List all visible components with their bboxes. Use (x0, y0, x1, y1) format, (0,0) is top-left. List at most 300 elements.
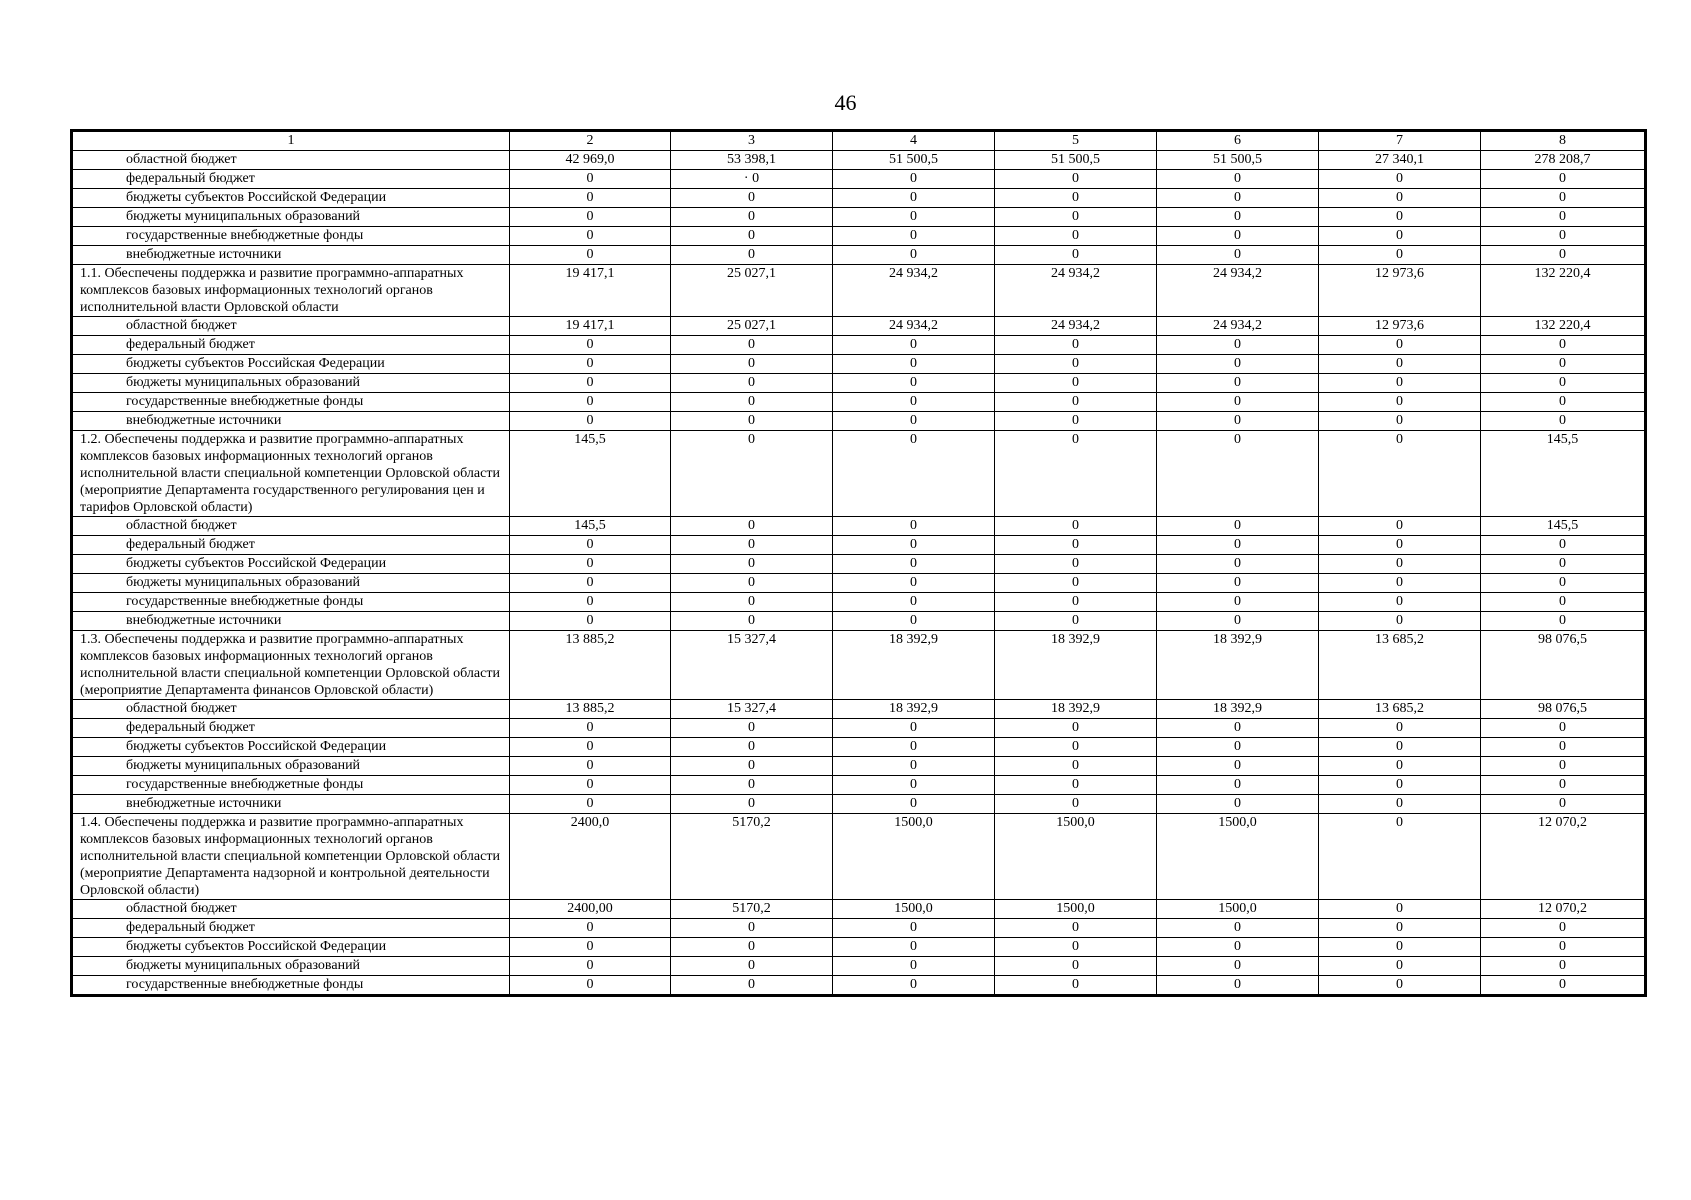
value-cell: 0 (995, 593, 1157, 612)
value-cell: 53 398,1 (671, 151, 833, 170)
value-cell: 0 (510, 612, 671, 631)
value-cell: 0 (1481, 393, 1645, 412)
value-cell: 24 934,2 (833, 265, 995, 317)
table-row (73, 336, 1645, 355)
value-cell: 0 (833, 208, 995, 227)
value-cell: 18 392,9 (1157, 631, 1319, 700)
value-cell: 0 (1157, 938, 1319, 957)
value-cell: 0 (1157, 412, 1319, 431)
value-cell: 1500,0 (995, 814, 1157, 900)
table-row (73, 574, 1645, 593)
value-cell: 0 (671, 757, 833, 776)
value-cell: 0 (510, 170, 671, 189)
row-label: бюджеты муниципальных образований (73, 374, 510, 393)
value-cell: 0 (1319, 208, 1481, 227)
value-cell: 0 (833, 431, 995, 517)
table-row (73, 719, 1645, 738)
value-cell: 24 934,2 (995, 265, 1157, 317)
value-cell: 0 (1319, 412, 1481, 431)
value-cell: 0 (1157, 795, 1319, 814)
value-cell: 0 (833, 938, 995, 957)
value-cell: 0 (833, 189, 995, 208)
value-cell: 0 (1319, 246, 1481, 265)
table-row (73, 919, 1645, 938)
table-row (73, 976, 1645, 995)
value-cell: 0 (1481, 412, 1645, 431)
row-label: бюджеты субъектов Российская Федерации (73, 355, 510, 374)
value-cell: 0 (671, 412, 833, 431)
value-cell: 12 070,2 (1481, 900, 1645, 919)
value-cell: 0 (995, 976, 1157, 995)
table-row (73, 208, 1645, 227)
value-cell: 0 (1481, 536, 1645, 555)
value-cell: 0 (1481, 976, 1645, 995)
value-cell: 0 (671, 574, 833, 593)
value-cell: 0 (671, 431, 833, 517)
value-cell: 0 (1481, 938, 1645, 957)
table-row (73, 151, 1645, 170)
value-cell: 0 (995, 919, 1157, 938)
section-row (73, 631, 1645, 700)
value-cell: 0 (1319, 957, 1481, 976)
value-cell: 0 (671, 738, 833, 757)
value-cell: 0 (1481, 208, 1645, 227)
value-cell: 1500,0 (833, 814, 995, 900)
value-cell: 0 (1157, 189, 1319, 208)
value-cell: 0 (833, 536, 995, 555)
value-cell: 0 (833, 957, 995, 976)
value-cell: 0 (1157, 431, 1319, 517)
value-cell: 5170,2 (671, 814, 833, 900)
value-cell: 0 (1319, 536, 1481, 555)
value-cell: 0 (1319, 719, 1481, 738)
value-cell: 0 (1481, 336, 1645, 355)
value-cell: 0 (1157, 536, 1319, 555)
value-cell: 145,5 (1481, 431, 1645, 517)
table-row (73, 612, 1645, 631)
value-cell: 0 (671, 227, 833, 246)
value-cell: 0 (1319, 374, 1481, 393)
value-cell: 0 (833, 227, 995, 246)
row-label: бюджеты муниципальных образований (73, 957, 510, 976)
value-cell: 0 (510, 919, 671, 938)
value-cell: 0 (1481, 574, 1645, 593)
value-cell: 18 392,9 (833, 631, 995, 700)
table-row (73, 776, 1645, 795)
value-cell: 0 (510, 336, 671, 355)
value-cell: 0 (671, 393, 833, 412)
value-cell: 0 (1319, 612, 1481, 631)
header-cell: 6 (1157, 132, 1319, 151)
header-row (73, 132, 1645, 151)
table-row (73, 355, 1645, 374)
value-cell: 0 (1481, 795, 1645, 814)
row-label: бюджеты субъектов Российской Федерации (73, 555, 510, 574)
value-cell: 0 (1319, 593, 1481, 612)
value-cell: 0 (1157, 246, 1319, 265)
value-cell: 0 (833, 795, 995, 814)
value-cell: 12 973,6 (1319, 317, 1481, 336)
row-label: бюджеты муниципальных образований (73, 757, 510, 776)
value-cell: 0 (1319, 517, 1481, 536)
table-row (73, 227, 1645, 246)
value-cell: 0 (995, 393, 1157, 412)
section-row (73, 814, 1645, 900)
row-label: бюджеты муниципальных образований (73, 208, 510, 227)
table-row (73, 170, 1645, 189)
value-cell: 0 (833, 719, 995, 738)
value-cell: 0 (671, 976, 833, 995)
value-cell: 0 (671, 593, 833, 612)
value-cell: 0 (1319, 795, 1481, 814)
value-cell: 278 208,7 (1481, 151, 1645, 170)
table-row (73, 938, 1645, 957)
value-cell: 0 (995, 431, 1157, 517)
value-cell: 0 (995, 757, 1157, 776)
value-cell: 1500,0 (995, 900, 1157, 919)
table-row (73, 900, 1645, 919)
row-label: областной бюджет (73, 317, 510, 336)
value-cell: 0 (1319, 757, 1481, 776)
row-label: государственные внебюджетные фонды (73, 776, 510, 795)
value-cell: 0 (1157, 170, 1319, 189)
value-cell: 0 (1481, 593, 1645, 612)
value-cell: 98 076,5 (1481, 700, 1645, 719)
value-cell: 18 392,9 (1157, 700, 1319, 719)
value-cell: 0 (995, 412, 1157, 431)
table-row (73, 393, 1645, 412)
value-cell: 0 (1319, 919, 1481, 938)
table-row (73, 738, 1645, 757)
value-cell: 0 (995, 517, 1157, 536)
value-cell: 0 (1319, 776, 1481, 795)
value-cell: 0 (1157, 776, 1319, 795)
value-cell: 19 417,1 (510, 317, 671, 336)
value-cell: 0 (1157, 957, 1319, 976)
value-cell: 1500,0 (1157, 900, 1319, 919)
value-cell: 0 (510, 208, 671, 227)
row-label: областной бюджет (73, 517, 510, 536)
value-cell: 0 (995, 170, 1157, 189)
value-cell: 0 (1157, 593, 1319, 612)
value-cell: 0 (1481, 189, 1645, 208)
value-cell: 19 417,1 (510, 265, 671, 317)
value-cell: 0 (1319, 170, 1481, 189)
row-label: областной бюджет (73, 900, 510, 919)
value-cell: 0 (510, 227, 671, 246)
value-cell: 0 (1481, 170, 1645, 189)
value-cell: 18 392,9 (995, 700, 1157, 719)
value-cell: 0 (510, 536, 671, 555)
value-cell: 24 934,2 (833, 317, 995, 336)
value-cell: 2400,0 (510, 814, 671, 900)
value-cell: 0 (833, 555, 995, 574)
row-label: государственные внебюджетные фонды (73, 976, 510, 995)
table-row (73, 189, 1645, 208)
value-cell: 0 (1157, 374, 1319, 393)
value-cell: 0 (1481, 738, 1645, 757)
value-cell: 145,5 (510, 431, 671, 517)
value-cell: 0 (995, 738, 1157, 757)
value-cell: 0 (995, 189, 1157, 208)
value-cell: 51 500,5 (1157, 151, 1319, 170)
table-row (73, 374, 1645, 393)
value-cell: 0 (1157, 574, 1319, 593)
value-cell: 0 (995, 246, 1157, 265)
section-label: 1.4. Обеспечены поддержка и развитие программно-аппаратных комплексов базовых информационных технологий органов исполнительной власти специальной компетенции Орловской области (мероприятие Департамента надзорной и контрольной деятельности Орловской области) (73, 814, 510, 900)
value-cell: 0 (1481, 612, 1645, 631)
row-label: внебюджетные источники (73, 612, 510, 631)
value-cell: 0 (995, 938, 1157, 957)
value-cell: 0 (510, 246, 671, 265)
value-cell: 0 (510, 574, 671, 593)
value-cell: 0 (1481, 719, 1645, 738)
value-cell: 5170,2 (671, 900, 833, 919)
header-cell: 8 (1481, 132, 1645, 151)
value-cell: 0 (995, 374, 1157, 393)
value-cell: 0 (510, 957, 671, 976)
value-cell: 0 (510, 393, 671, 412)
table-row (73, 957, 1645, 976)
value-cell: 0 (833, 336, 995, 355)
value-cell: 0 (510, 355, 671, 374)
value-cell: 0 (671, 374, 833, 393)
value-cell: 0 (1157, 393, 1319, 412)
value-cell: 0 (995, 336, 1157, 355)
section-label: 1.2. Обеспечены поддержка и развитие программно-аппаратных комплексов базовых информационных технологий органов исполнительной власти специальной компетенции Орловской области (мероприятие Департамента государственного регулирования цен и тарифов Орловской области) (73, 431, 510, 517)
value-cell: 0 (995, 776, 1157, 795)
value-cell: 0 (1481, 246, 1645, 265)
row-label: государственные внебюджетные фонды (73, 227, 510, 246)
value-cell: 0 (1319, 574, 1481, 593)
value-cell: 0 (510, 719, 671, 738)
value-cell: 0 (1319, 227, 1481, 246)
value-cell: 0 (995, 227, 1157, 246)
value-cell: 0 (1481, 776, 1645, 795)
table-row (73, 536, 1645, 555)
row-label: бюджеты субъектов Российской Федерации (73, 938, 510, 957)
value-cell: 0 (833, 393, 995, 412)
value-cell: 0 (1319, 900, 1481, 919)
value-cell: 0 (1319, 393, 1481, 412)
value-cell: 0 (833, 246, 995, 265)
value-cell: 13 885,2 (510, 700, 671, 719)
value-cell: 0 (671, 336, 833, 355)
value-cell: 0 (671, 517, 833, 536)
table-row (73, 795, 1645, 814)
value-cell: 0 (1157, 208, 1319, 227)
table-row (73, 593, 1645, 612)
value-cell: 0 (1157, 336, 1319, 355)
table-row (73, 317, 1645, 336)
value-cell: 0 (671, 795, 833, 814)
value-cell: 0 (510, 412, 671, 431)
value-cell: 42 969,0 (510, 151, 671, 170)
value-cell: 0 (671, 938, 833, 957)
value-cell: 0 (1481, 957, 1645, 976)
value-cell: 18 392,9 (995, 631, 1157, 700)
value-cell: 0 (833, 976, 995, 995)
value-cell: 12 973,6 (1319, 265, 1481, 317)
value-cell: 24 934,2 (1157, 265, 1319, 317)
row-label: внебюджетные источники (73, 412, 510, 431)
value-cell: 0 (1319, 738, 1481, 757)
value-cell: 0 (1157, 757, 1319, 776)
table-row (73, 246, 1645, 265)
value-cell: 0 (1481, 227, 1645, 246)
value-cell: 0 (995, 355, 1157, 374)
header-cell: 3 (671, 132, 833, 151)
value-cell: 0 (833, 919, 995, 938)
value-cell: 0 (671, 957, 833, 976)
table-row (73, 700, 1645, 719)
value-cell: 0 (1481, 757, 1645, 776)
value-cell: 13 685,2 (1319, 631, 1481, 700)
value-cell: 145,5 (510, 517, 671, 536)
value-cell: 0 (833, 574, 995, 593)
value-cell: 24 934,2 (1157, 317, 1319, 336)
header-cell: 1 (73, 132, 510, 151)
value-cell: 0 (1319, 976, 1481, 995)
header-cell: 5 (995, 132, 1157, 151)
value-cell: 0 (1481, 355, 1645, 374)
value-cell: 145,5 (1481, 517, 1645, 536)
value-cell: 0 (671, 776, 833, 795)
value-cell: 0 (995, 536, 1157, 555)
value-cell: 12 070,2 (1481, 814, 1645, 900)
header-cell: 7 (1319, 132, 1481, 151)
value-cell: 0 (510, 976, 671, 995)
value-cell: 51 500,5 (995, 151, 1157, 170)
row-label: внебюджетные источники (73, 246, 510, 265)
value-cell: 0 (510, 189, 671, 208)
value-cell: 0 (1319, 814, 1481, 900)
row-label: федеральный бюджет (73, 919, 510, 938)
table-row (73, 412, 1645, 431)
section-label: 1.1. Обеспечены поддержка и развитие программно-аппаратных комплексов базовых информационных технологий органов исполнительной власти Орловской области (73, 265, 510, 317)
row-label: федеральный бюджет (73, 336, 510, 355)
value-cell: 0 (833, 757, 995, 776)
value-cell: 0 (1319, 938, 1481, 957)
row-label: федеральный бюджет (73, 536, 510, 555)
value-cell: 0 (671, 719, 833, 738)
section-label: 1.3. Обеспечены поддержка и развитие программно-аппаратных комплексов базовых информационных технологий органов исполнительной власти специальной компетенции Орловской области (мероприятие Департамента финансов Орловской области) (73, 631, 510, 700)
value-cell: 0 (1319, 355, 1481, 374)
value-cell: 0 (1157, 355, 1319, 374)
value-cell: 0 (833, 374, 995, 393)
value-cell: 0 (1481, 374, 1645, 393)
budget-table (72, 131, 1645, 995)
value-cell: 0 (833, 738, 995, 757)
value-cell: 0 (510, 593, 671, 612)
row-label: бюджеты субъектов Российской Федерации (73, 189, 510, 208)
value-cell: 1500,0 (1157, 814, 1319, 900)
value-cell: 0 (671, 612, 833, 631)
value-cell: 132 220,4 (1481, 265, 1645, 317)
row-label: областной бюджет (73, 151, 510, 170)
table-row (73, 757, 1645, 776)
value-cell: 0 (671, 555, 833, 574)
value-cell: 0 (1157, 738, 1319, 757)
table-body (73, 151, 1645, 995)
value-cell: 27 340,1 (1319, 151, 1481, 170)
value-cell: 0 (995, 555, 1157, 574)
header-cell: 2 (510, 132, 671, 151)
row-label: государственные внебюджетные фонды (73, 593, 510, 612)
value-cell: 18 392,9 (833, 700, 995, 719)
value-cell: 0 (671, 189, 833, 208)
row-label: областной бюджет (73, 700, 510, 719)
row-label: федеральный бюджет (73, 170, 510, 189)
value-cell: 0 (1157, 612, 1319, 631)
section-row (73, 431, 1645, 517)
value-cell: 0 (995, 957, 1157, 976)
row-label: бюджеты субъектов Российской Федерации (73, 738, 510, 757)
value-cell: 0 (995, 719, 1157, 738)
value-cell: 0 (510, 776, 671, 795)
value-cell: 0 (510, 555, 671, 574)
value-cell: 0 (671, 246, 833, 265)
value-cell: 0 (1319, 189, 1481, 208)
value-cell: 24 934,2 (995, 317, 1157, 336)
value-cell: 0 (510, 795, 671, 814)
value-cell: 0 (1157, 719, 1319, 738)
value-cell: 0 (671, 919, 833, 938)
value-cell: 0 (1157, 976, 1319, 995)
value-cell: 0 (1157, 919, 1319, 938)
value-cell: 25 027,1 (671, 317, 833, 336)
value-cell: 13 685,2 (1319, 700, 1481, 719)
value-cell: 0 (995, 208, 1157, 227)
row-label: государственные внебюджетные фонды (73, 393, 510, 412)
value-cell: · 0 (671, 170, 833, 189)
value-cell: 0 (833, 517, 995, 536)
table-row (73, 555, 1645, 574)
value-cell: 0 (833, 355, 995, 374)
value-cell: 0 (833, 612, 995, 631)
value-cell: 0 (833, 593, 995, 612)
value-cell: 15 327,4 (671, 700, 833, 719)
value-cell: 13 885,2 (510, 631, 671, 700)
value-cell: 98 076,5 (1481, 631, 1645, 700)
value-cell: 0 (510, 738, 671, 757)
value-cell: 0 (995, 795, 1157, 814)
value-cell: 0 (833, 170, 995, 189)
value-cell: 132 220,4 (1481, 317, 1645, 336)
table-row (73, 517, 1645, 536)
value-cell: 1500,0 (833, 900, 995, 919)
value-cell: 0 (1319, 431, 1481, 517)
value-cell: 0 (510, 374, 671, 393)
value-cell: 0 (1157, 227, 1319, 246)
value-cell: 0 (1481, 919, 1645, 938)
value-cell: 0 (995, 574, 1157, 593)
value-cell: 0 (833, 776, 995, 795)
value-cell: 0 (995, 612, 1157, 631)
row-label: федеральный бюджет (73, 719, 510, 738)
value-cell: 0 (671, 355, 833, 374)
value-cell: 51 500,5 (833, 151, 995, 170)
value-cell: 0 (510, 938, 671, 957)
value-cell: 25 027,1 (671, 265, 833, 317)
value-cell: 0 (1319, 336, 1481, 355)
section-row (73, 265, 1645, 317)
value-cell: 0 (510, 757, 671, 776)
value-cell: 0 (1481, 555, 1645, 574)
value-cell: 15 327,4 (671, 631, 833, 700)
value-cell: 0 (671, 536, 833, 555)
value-cell: 0 (833, 412, 995, 431)
